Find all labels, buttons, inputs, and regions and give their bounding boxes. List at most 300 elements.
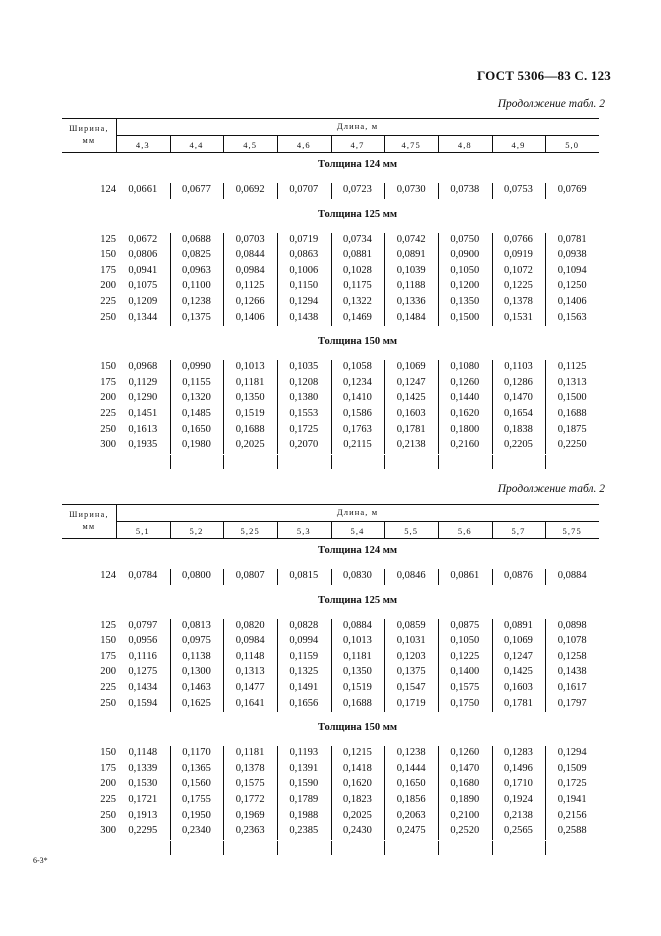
table-cell: 0,1451 [128,408,158,419]
table-cell: 0,1553 [289,408,319,419]
section-label: Толщина 125 мм [317,208,398,220]
table-cell: 0,1575 [450,682,480,693]
table-cell: 0,1275 [128,666,158,678]
table-cell: 0,0881 [343,249,372,261]
row-width [62,265,116,276]
row-separator [223,233,224,327]
section-label: Толщина 150 мм [317,336,398,348]
table-cell: 0,1129 [128,376,158,388]
table-cell: 0,1519 [235,408,265,419]
table-cell: 0,1058 [343,361,372,373]
table-cell: 0,1125 [235,280,265,292]
width-header-label: Ширина, [69,124,109,133]
table-cell: 0,0707 [289,184,319,195]
table-cell: 0,2385 [289,825,319,837]
table-cell: 0,1039 [396,264,426,276]
table-cell: 0,1031 [396,635,426,647]
table-cell: 0,1375 [182,311,211,323]
table-cell: 0,1225 [504,280,533,292]
table-cell: 0,1519 [343,682,372,693]
table-cell: 0,0828 [289,619,319,631]
row-separator [170,569,171,585]
row-separator [170,841,171,855]
row-width-value: 175 [100,264,116,276]
row-separator [331,746,332,840]
row-width-value: 300 [100,825,116,837]
row-separator [384,746,385,840]
table-cell: 0,1721 [128,794,158,805]
table-cell: 0,1650 [396,778,426,790]
row-separator [545,619,546,713]
row-separator [384,360,385,454]
table-cell: 0,1656 [289,697,319,709]
table-cell: 0,1170 [182,747,211,759]
row-separator [492,455,493,469]
row-separator [331,841,332,855]
table-cell: 0,1080 [450,361,480,373]
table-cell: 0,1006 [289,264,319,276]
header-separator [223,521,224,538]
table-cell: 0,1339 [128,762,158,774]
table-cell: 0,0990 [182,361,211,373]
row-width [62,810,116,821]
table-cell: 0,0769 [557,184,587,195]
table-cell: 0,1438 [289,311,319,323]
column-header: 5,25 [240,526,260,536]
row-width-value: 225 [100,296,116,307]
table-cell: 0,1875 [557,423,587,435]
row-separator [170,360,171,454]
table-cell: 0,0797 [128,619,158,631]
row-width [62,698,116,709]
length-header-label: Длина, м [336,507,379,517]
section-label: Толщина 124 мм [317,159,398,170]
table-cell: 0,1193 [289,747,319,759]
table-cell: 0,2100 [450,809,480,821]
header-separator [170,135,171,152]
table-cell: 0,1688 [557,408,587,419]
table-cell: 0,1763 [343,423,372,435]
row-separator [331,619,332,713]
row-separator [545,455,546,469]
table-cell: 0,1286 [504,376,533,388]
table-cell: 0,0807 [235,570,265,581]
row-width [62,424,116,435]
table-cell: 0,1138 [182,650,211,662]
table-cell: 0,2430 [343,825,372,837]
table-cell: 0,1294 [557,747,587,759]
table-cell: 0,0919 [504,249,533,261]
header-separator [277,521,278,538]
section-label: Толщина 124 мм [317,545,398,556]
table-cell: 0,1856 [396,794,426,805]
table-top-rule [62,504,599,505]
row-separator [223,360,224,454]
table-cell: 0,1258 [557,650,587,662]
table-cell: 0,1425 [504,666,533,678]
row-separator [492,619,493,713]
row-separator [331,455,332,469]
table-cell: 0,2475 [396,825,426,837]
table-cell: 0,1485 [182,408,211,419]
table-cell: 0,1950 [182,809,211,821]
table-cell: 0,0800 [182,570,211,581]
row-separator [545,569,546,585]
header-separator [331,521,332,538]
table-cell: 0,1650 [182,423,211,435]
table-cell: 0,1800 [450,423,480,435]
row-width [62,620,116,631]
table-cell: 0,1469 [343,311,372,323]
row-separator [277,455,278,469]
row-separator [438,746,439,840]
header-separator [492,135,493,152]
table-cell: 0,0884 [343,619,372,631]
row-separator [223,455,224,469]
table-cell: 0,1484 [396,311,426,323]
table-cell: 0,1350 [450,296,480,307]
table-cell: 0,0846 [396,570,426,581]
row-width-value: 225 [100,408,116,419]
table-cell: 0,1294 [289,296,319,307]
row-separator [545,746,546,840]
table-cell: 0,0703 [235,233,265,245]
continuation-caption-1: Продолжение табл. 2 [497,98,605,110]
table-cell: 0,1159 [289,650,319,662]
column-header: 5,5 [404,526,419,536]
table-cell: 0,1238 [396,747,426,759]
table-cell: 0,1725 [557,778,587,790]
row-width [62,651,116,662]
table-cell: 0,1838 [504,423,533,435]
row-separator [277,569,278,585]
table-cell: 0,1924 [504,794,533,805]
table-cell: 0,1247 [504,650,533,662]
table-cell: 0,1603 [504,682,533,693]
table-cell: 0,1823 [343,794,372,805]
table-cell: 0,1620 [450,408,480,419]
table-cell: 0,1322 [343,296,372,307]
section-label: Толщина 125 мм [317,594,398,606]
row-separator [492,233,493,327]
table-cell: 0,0753 [504,184,533,195]
table-cell: 0,0830 [343,570,372,581]
table-cell: 0,1586 [343,408,372,419]
table-cell: 0,1028 [343,264,372,276]
table-cell: 0,0941 [128,264,158,276]
table-cell: 0,1075 [128,280,158,292]
table-cell: 0,1980 [182,439,211,451]
table-cell: 0,1155 [182,376,211,388]
table-cell: 0,0859 [396,619,426,631]
table-cell: 0,0956 [128,635,158,647]
table-cell: 0,1238 [182,296,211,307]
row-separator [223,569,224,585]
row-separator [223,183,224,199]
row-separator [384,455,385,469]
table-cell: 0,0876 [504,570,533,581]
table-cell: 0,0861 [450,570,480,581]
table-cell: 0,1283 [504,747,533,759]
header-separator [438,135,439,152]
table-cell: 0,1069 [396,361,426,373]
table-cell: 0,2588 [557,825,587,837]
column-header: 4,9 [511,140,526,150]
row-width [62,249,116,260]
row-width [62,361,116,372]
table-cell: 0,2340 [182,825,211,837]
row-width [62,392,116,403]
row-separator [277,233,278,327]
table-cell: 0,2156 [557,809,587,821]
row-width [62,184,116,195]
table-cell: 0,1772 [235,794,265,805]
header-bottom-rule [62,538,599,539]
table-cell: 0,2363 [235,825,265,837]
table-cell: 0,2520 [450,825,480,837]
column-header: 4,8 [457,140,472,150]
table-cell: 0,1116 [128,650,157,662]
table-cell: 0,0891 [504,619,533,631]
table-cell: 0,1181 [343,650,372,662]
width-unit-label: мм [82,136,96,145]
header-separator [384,521,385,538]
table-cell: 0,1410 [343,392,372,404]
table-cell: 0,1406 [235,311,265,323]
row-separator [277,183,278,199]
length-header-rule [116,521,599,522]
column-header: 4,3 [135,140,150,150]
table-cell: 0,0742 [396,233,426,245]
row-separator [331,360,332,454]
table-cell: 0,1406 [557,296,587,307]
table-cell: 0,0984 [235,635,265,647]
table-cell: 0,0994 [289,635,319,647]
row-separator [384,183,385,199]
table-cell: 0,1013 [235,361,265,373]
row-separator [492,183,493,199]
table-cell: 0,2295 [128,825,158,837]
column-header: 5,75 [562,526,582,536]
table-cell: 0,1590 [289,778,319,790]
table-cell: 0,0661 [128,184,158,195]
row-separator [438,360,439,454]
table-cell: 0,1378 [504,296,533,307]
table-cell: 0,1375 [396,666,426,678]
table-cell: 0,1781 [504,697,533,709]
column-header: 5,4 [350,526,365,536]
row-separator [545,233,546,327]
continuation-caption-2: Продолжение табл. 2 [497,483,605,495]
row-width [62,439,116,450]
table-cell: 0,1225 [450,650,480,662]
row-separator [384,841,385,855]
row-separator [223,746,224,840]
table-cell: 0,0734 [343,233,372,245]
row-separator [170,619,171,713]
column-header: 5,2 [189,526,204,536]
table-cell: 0,1175 [343,280,372,292]
row-separator [277,746,278,840]
row-width [62,682,116,693]
row-width [62,763,116,774]
table-cell: 0,1380 [289,392,319,404]
table-cell: 0,1100 [182,280,211,292]
table-cell: 0,1391 [289,762,319,774]
table-cell: 0,0730 [396,184,426,195]
row-separator [438,183,439,199]
table-cell: 0,1344 [128,311,158,323]
column-header: 4,75 [401,140,421,150]
table-cell: 0,0806 [128,249,158,261]
row-separator [170,183,171,199]
table-cell: 0,1444 [396,762,426,774]
table-cell: 0,1710 [504,778,533,790]
row-separator [438,455,439,469]
table-cell: 0,0766 [504,233,533,245]
column-header: 4,5 [243,140,258,150]
row-separator [438,841,439,855]
row-separator [438,233,439,327]
row-width [62,778,116,789]
row-width-value: 150 [100,361,116,373]
row-separator [545,360,546,454]
row-separator [170,233,171,327]
table-cell: 0,0750 [450,233,480,245]
table-cell: 0,1594 [128,697,158,709]
table-cell: 0,1250 [557,280,587,292]
table-cell: 0,1470 [504,392,533,404]
row-width-value: 124 [100,184,116,195]
header-separator [331,135,332,152]
table-cell: 0,2565 [504,825,533,837]
table-cell: 0,1941 [557,794,587,805]
table-cell: 0,1400 [450,666,480,678]
row-width-value: 250 [100,809,116,821]
table-cell: 0,0875 [450,619,480,631]
table-cell: 0,1620 [343,778,372,790]
table-cell: 0,1425 [396,392,426,404]
table-cell: 0,1325 [289,666,319,678]
table-cell: 0,1260 [450,376,480,388]
row-width-value: 150 [100,635,116,647]
header-separator [438,521,439,538]
row-width-value: 300 [100,439,116,451]
header-separator [277,135,278,152]
table-cell: 0,1350 [235,392,265,404]
row-separator [277,841,278,855]
table-cell: 0,1470 [450,762,480,774]
table-cell: 0,1188 [396,280,426,292]
table-cell: 0,1350 [343,666,372,678]
table-cell: 0,1181 [235,747,265,759]
row-separator [438,619,439,713]
table-cell: 0,1438 [557,666,587,678]
row-separator [384,569,385,585]
table-cell: 0,0968 [128,361,158,373]
table-cell: 0,1719 [396,697,426,709]
column-header: 5,6 [457,526,472,536]
row-width-value: 150 [100,747,116,759]
table-cell: 0,1260 [450,747,480,759]
table-cell: 0,1530 [128,778,158,790]
table-cell: 0,0692 [235,184,265,195]
table-cell: 0,1181 [235,376,265,388]
row-separator [492,360,493,454]
table-cell: 0,1320 [182,392,211,404]
table-cell: 0,1563 [557,311,587,323]
table-cell: 0,0963 [182,264,211,276]
table-cell: 0,1654 [504,408,533,419]
table-cell: 0,2025 [235,439,265,451]
table-cell: 0,1755 [182,794,211,805]
row-width-value: 175 [100,376,116,388]
table-cell: 0,0884 [557,570,587,581]
table-top-rule [62,118,599,119]
header-separator [223,135,224,152]
table-cell: 0,1035 [289,361,319,373]
table-cell: 0,1477 [235,682,265,693]
table-cell: 0,1148 [128,747,158,759]
table-cell: 0,0863 [289,249,319,261]
table-cell: 0,1781 [396,423,426,435]
row-width-value: 200 [100,392,116,404]
row-width [62,825,116,836]
row-width-value: 200 [100,778,116,790]
table-cell: 0,1789 [289,794,319,805]
row-width [62,312,116,323]
page-footer-mark: 6-3* [33,856,48,865]
table-cell: 0,1365 [182,762,211,774]
table-cell: 0,2063 [396,809,426,821]
row-width-value: 175 [100,650,116,662]
row-width-value: 125 [100,233,116,245]
table-cell: 0,1491 [289,682,319,693]
row-width-value: 125 [100,619,116,631]
row-width [62,408,116,419]
table-cell: 0,1150 [289,280,319,292]
header-separator [545,135,546,152]
header-separator [170,521,171,538]
row-separator [492,569,493,585]
row-width-value: 150 [100,249,116,261]
column-header: 4,7 [350,140,365,150]
header-separator [492,521,493,538]
table-cell: 0,2205 [504,439,533,451]
row-width [62,280,116,291]
table-cell: 0,1300 [182,666,211,678]
row-separator [331,183,332,199]
table-cell: 0,1625 [182,697,211,709]
table-cell: 0,1969 [235,809,265,821]
table-cell: 0,1013 [343,635,372,647]
row-separator [331,233,332,327]
table-cell: 0,1725 [289,423,319,435]
row-separator [170,746,171,840]
row-separator [384,233,385,327]
table-cell: 0,1313 [557,376,587,388]
table-cell: 0,2250 [557,439,587,451]
table-cell: 0,1531 [504,311,533,323]
row-separator [492,841,493,855]
table-cell: 0,1200 [450,280,480,292]
row-width-value: 175 [100,762,116,774]
row-separator [331,569,332,585]
table-cell: 0,0813 [182,619,211,631]
row-width [62,570,116,581]
table-cell: 0,1560 [182,778,211,790]
table-cell: 0,1935 [128,439,158,451]
